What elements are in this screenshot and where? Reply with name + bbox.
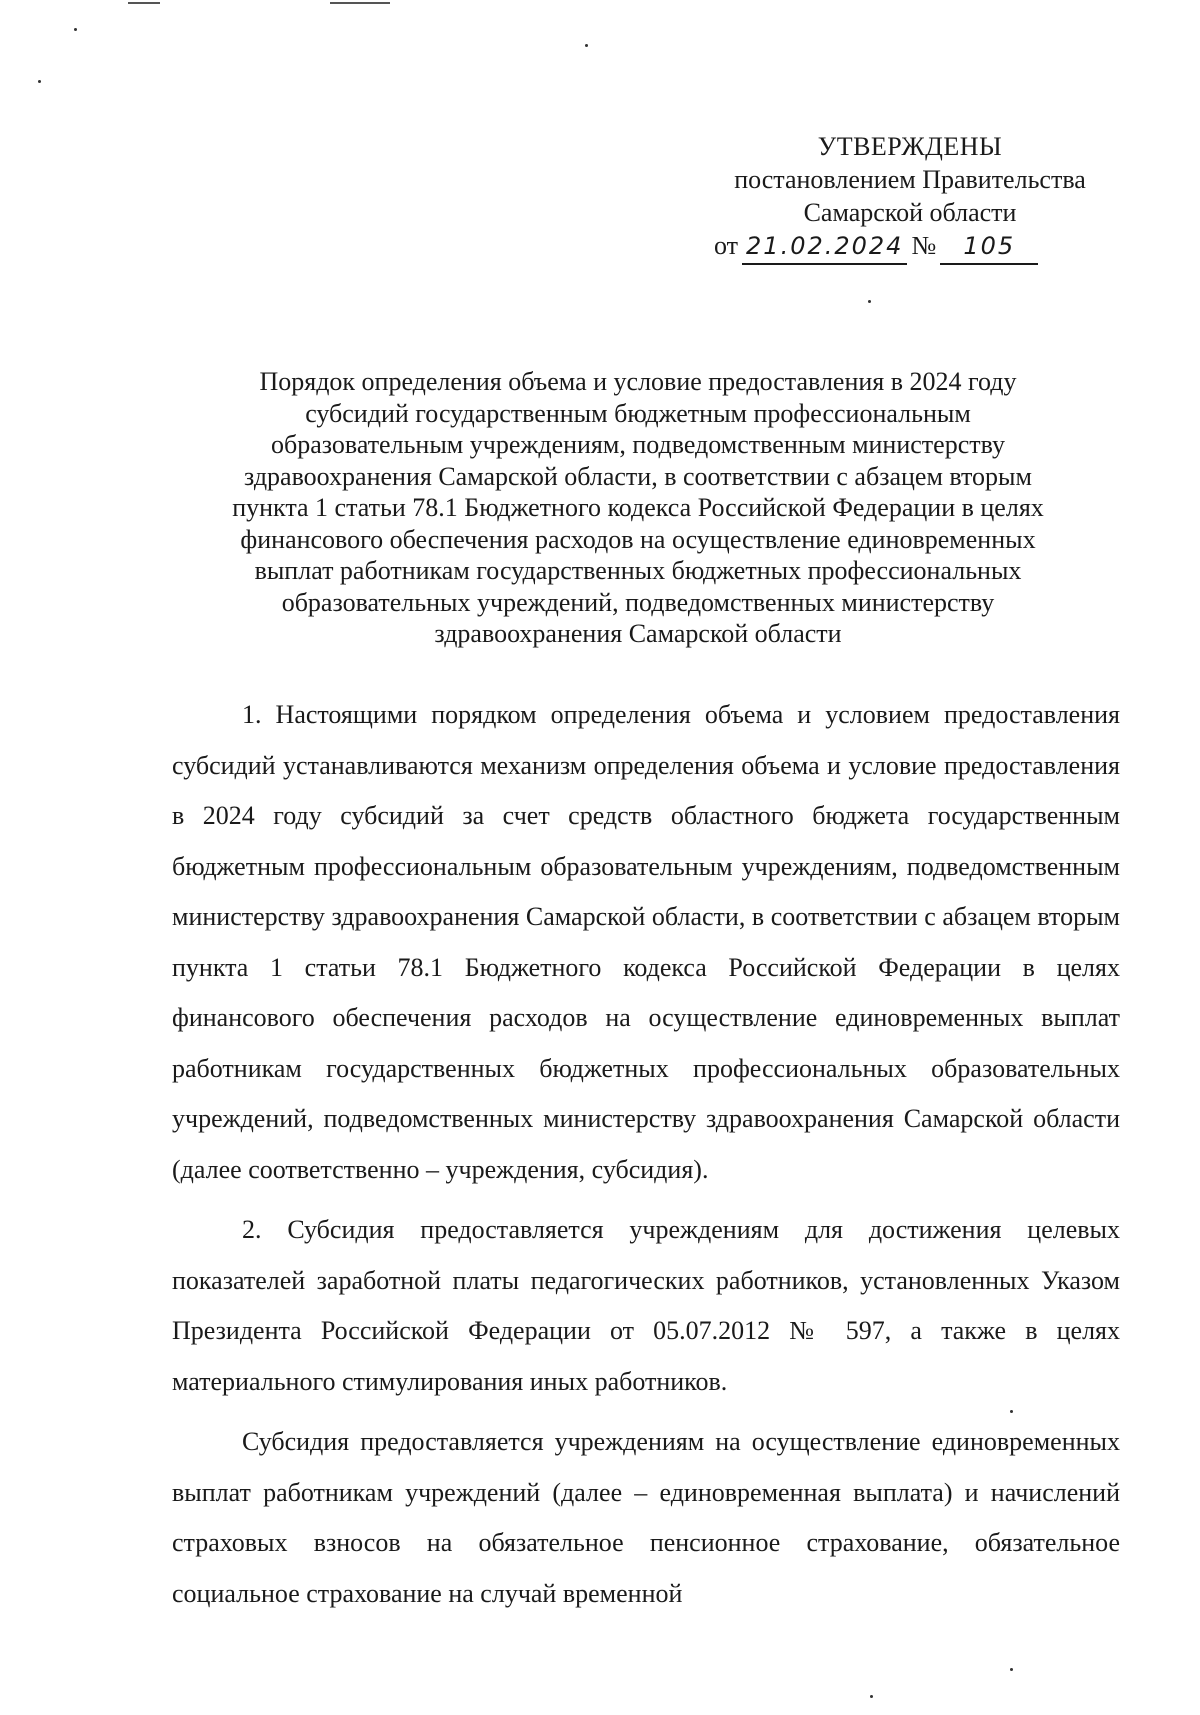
paragraph-3: Субсидия предоставляется учреждениям на осуществление единовременных выплат работникам учреждений (далее – единовременная выплата) и начислений страховых взносов на обязательное пенсионное страхование, обязательное социальное страхование на случай временной <box>172 1427 1120 1608</box>
scan-speck <box>870 1695 873 1698</box>
title-line: субсидий государственным бюджетным профессиональным <box>305 398 971 428</box>
scan-speck <box>868 300 871 303</box>
scan-speck <box>38 80 41 83</box>
title-line: выплат работникам государственных бюджетных профессиональных <box>254 556 1022 585</box>
approval-date-line <box>714 229 1120 265</box>
approval-heading: УТВЕРЖДЕНЫ <box>817 132 1003 161</box>
paragraph-1: 1. Настоящими порядком определения объема и условием предоставления субсидий устанавливаются механизм определения объема и условие предоставления в 2024 году субсидий за счет средств областного бюджета государственным бюджетным профессиональным образовательным учреждениям, подведомственным министерству здравоохранения Самарской области, в соответствии с абзацем вторым пункта 1 статьи 78.1 Бюджетного кодекса Российской Федерации в целях финансового обеспечения расходов на осуществление единовременных выплат работникам государственных бюджетных профессиональных образовательных учреждений, подведомственных министерству здравоохранения Самарской области (далее соответственно – учреждения, субсидия). <box>172 700 1120 1184</box>
approval-block <box>700 130 1120 265</box>
paragraph-2: 2. Субсидия предоставляется учреждениям для достижения целевых показателей заработной платы педагогических работников, установленных Указом Президента Российской Федерации от 05.07.2012 № 597, а также в целях материального стимулирования иных работников. <box>172 1215 1120 1396</box>
approval-line-2: Самарской области <box>803 198 1017 227</box>
scan-speck <box>1010 1668 1013 1671</box>
scan-edge-mark <box>330 2 390 4</box>
scan-edge-mark <box>128 2 160 4</box>
scan-speck <box>585 44 588 47</box>
handwritten-date: 21.02.2024 <box>742 230 907 265</box>
title-line: пункта 1 статьи 78.1 Бюджетного кодекса Российской Федерации в целях <box>232 493 1044 522</box>
date-prefix: от <box>714 231 739 260</box>
title-line: Порядок определения объема и условие предоставления в 2024 году <box>259 367 1017 396</box>
title-line: финансового обеспечения расходов на осуществление единовременных <box>240 524 1036 554</box>
document-body <box>172 690 1120 1619</box>
title-line: образовательных учреждений, подведомственных министерству <box>281 587 995 617</box>
title-line: здравоохранения Самарской области <box>434 619 842 648</box>
approval-line-1: постановлением Правительства <box>734 165 1086 194</box>
scan-speck <box>74 28 77 31</box>
title-line: здравоохранения Самарской области, в соответствии с абзацем вторым <box>244 461 1032 491</box>
handwritten-number: 105 <box>940 230 1038 265</box>
title-line: образовательным учреждениям, подведомственным министерству <box>271 430 1005 459</box>
number-prefix: № <box>911 231 937 260</box>
document-title <box>168 366 1108 650</box>
